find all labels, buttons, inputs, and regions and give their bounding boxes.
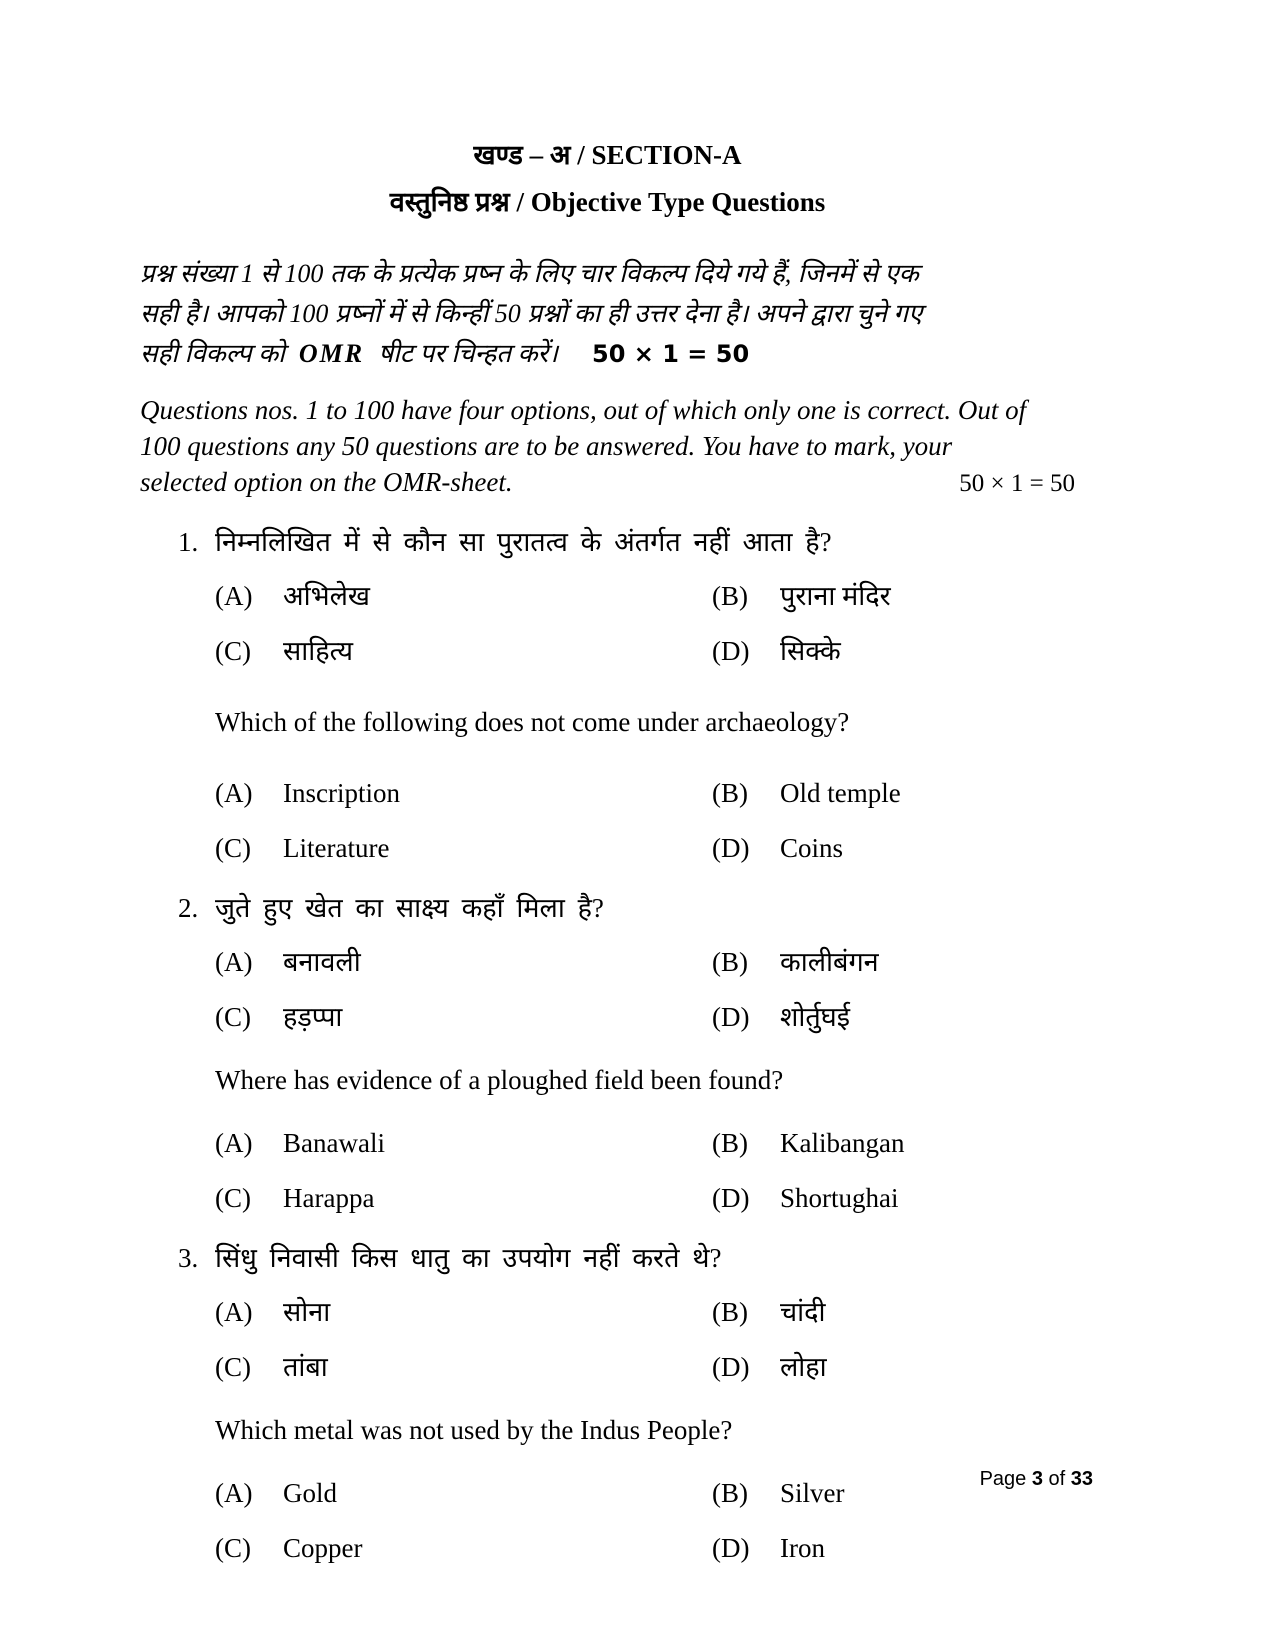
option-label: (D) [712,1352,750,1382]
option-label: (B) [712,778,748,808]
option-text: Copper [283,1533,363,1563]
option-a [215,1477,712,1509]
instructions-english-line1: Questions nos. 1 to 100 have four options, out of which only one is correct. Out of [140,395,1027,425]
section-subtitle-line [140,179,1075,226]
option-text: Old temple [780,778,901,808]
question-3-hindi-options [215,1296,1075,1383]
question-number: 1. [178,527,199,557]
option-text: Harappa [283,1183,375,1213]
option-text: Coins [780,833,844,863]
instructions-hindi-line3 [140,334,1075,374]
option-d [712,1351,1075,1383]
question-3 [140,1240,1075,1564]
option-a [215,1296,712,1328]
section-subtitle-separator: / [509,187,531,217]
section-title-hindi: खण्ड – अ [473,140,571,170]
option-label: (C) [215,1533,251,1563]
option-b [712,580,1075,612]
section-header [140,132,1075,226]
question-1-hindi-options [215,580,1075,667]
option-c [215,1351,712,1383]
option-c [215,1001,712,1033]
section-subtitle-english: Objective Type Questions [530,187,826,217]
option-text: Shortughai [780,1183,899,1213]
option-b [712,946,1075,978]
option-label: (D) [712,833,750,863]
option-label: (B) [712,947,748,977]
question-1-english-options [215,777,1075,864]
option-label: (A) [215,778,253,808]
question-text-english: Which of the following does not come under archaeology? [215,707,850,737]
question-3-hindi-line [178,1240,1075,1276]
question-text-english: Where has evidence of a ploughed field been found? [215,1065,784,1095]
section-subtitle-hindi: वस्तुनिष्ठ प्रश्न [389,187,510,217]
option-text: हड़प्पा [283,1002,343,1032]
footer-of-label: of [1042,1468,1071,1490]
option-a [215,580,712,612]
option-label: (D) [712,1002,750,1032]
question-1 [140,524,1075,864]
question-text-hindi: निम्नलिखित में से कौन सा पुरातत्व के अंतर्गत नहीं आता है? [215,527,832,557]
marks-scheme-english: 50 × 1 = 50 [959,470,1075,497]
option-d [712,1001,1075,1033]
section-title-separator: / [570,140,592,170]
option-text: शोर्तुघई [780,1002,850,1032]
option-a [215,946,712,978]
option-text: सिक्के [780,636,841,666]
instructions-hindi-line3-text2: षीट पर चिन्हत करें। [378,339,559,368]
instructions-english-line3-text: selected option on the OMR-sheet. [140,467,513,497]
omr-label: OMR [298,339,365,368]
instructions-english-line2: 100 questions any 50 questions are to be answered. You have to mark, your [140,431,953,461]
footer-label: Page [979,1468,1032,1490]
option-c [215,1182,712,1214]
option-label: (B) [712,1478,748,1508]
question-3-english-options [215,1477,1075,1564]
option-text: Inscription [283,778,400,808]
option-b [712,1127,1075,1159]
option-text: अभिलेख [283,581,370,611]
section-title-line [140,132,1075,179]
option-b [712,777,1075,809]
option-d [712,832,1075,864]
footer-page-number: 3 [1031,1468,1043,1490]
option-text: तांबा [283,1352,328,1382]
footer-total-pages: 33 [1070,1468,1093,1490]
question-list [140,524,1075,1564]
option-text: सोना [283,1297,331,1327]
question-2 [140,890,1075,1214]
option-label: (D) [712,1533,750,1563]
option-text: चांदी [780,1297,826,1327]
option-d [712,635,1075,667]
option-b [712,1296,1075,1328]
question-2-hindi-line [178,890,1075,926]
option-label: (D) [712,636,750,666]
question-text-english: Which metal was not used by the Indus People? [215,1415,733,1445]
option-a [215,777,712,809]
option-text: पुराना मंदिर [780,581,891,611]
option-label: (C) [215,833,251,863]
question-text-hindi: सिंधु निवासी किस धातु का उपयोग नहीं करते थे? [215,1243,722,1273]
option-text: कालीबंगन [780,947,879,977]
option-d [712,1182,1075,1214]
instructions-english [140,392,1075,502]
option-a [215,1127,712,1159]
instructions-hindi-line1: प्रश्न संख्या 1 से 100 तक के प्रत्येक प्रष्न के लिए चार विकल्प दिये गये हैं, जिनमें से एक [140,259,919,288]
instructions-hindi-line3-text: सही विकल्प को [140,339,285,368]
option-text: बनावली [283,947,361,977]
option-text: साहित्य [283,636,354,666]
option-text: Banawali [283,1128,385,1158]
option-c [215,832,712,864]
option-c [215,635,712,667]
page-footer [980,1468,1093,1491]
question-text-hindi: जुते हुए खेत का साक्ष्य कहाँ मिला है? [215,893,604,923]
option-label: (A) [215,1297,253,1327]
option-label: (D) [712,1183,750,1213]
instructions-hindi [140,254,1075,374]
option-label: (B) [712,581,748,611]
option-label: (B) [712,1128,748,1158]
option-text: Silver [780,1478,845,1508]
question-2-english-options [215,1127,1075,1214]
option-d [712,1532,1075,1564]
marks-scheme-hindi: 50 × 1 = 50 [592,340,750,368]
question-2-hindi-options [215,946,1075,1033]
option-label: (C) [215,1183,251,1213]
option-label: (A) [215,1128,253,1158]
instructions-english-line3 [140,464,1075,502]
option-text: Literature [283,833,390,863]
option-text: Kalibangan [780,1128,905,1158]
question-1-hindi-line [178,524,1075,560]
option-text: लोहा [780,1352,827,1382]
option-label: (C) [215,636,251,666]
instructions-hindi-line2: सही है। आपको 100 प्रष्नों में से किन्हीं 50 प्रश्नों का ही उत्तर देना है। अपने द्वारा चुने गए [140,299,923,328]
option-label: (C) [215,1002,251,1032]
section-title-english: SECTION-A [591,140,742,170]
option-label: (C) [215,1352,251,1382]
option-text: Gold [283,1478,337,1508]
page-content [140,132,1075,1590]
option-label: (A) [215,947,253,977]
option-c [215,1532,712,1564]
option-label: (A) [215,1478,253,1508]
question-number: 2. [178,893,199,923]
option-label: (B) [712,1297,748,1327]
question-number: 3. [178,1243,199,1273]
option-label: (A) [215,581,253,611]
option-text: Iron [780,1533,825,1563]
